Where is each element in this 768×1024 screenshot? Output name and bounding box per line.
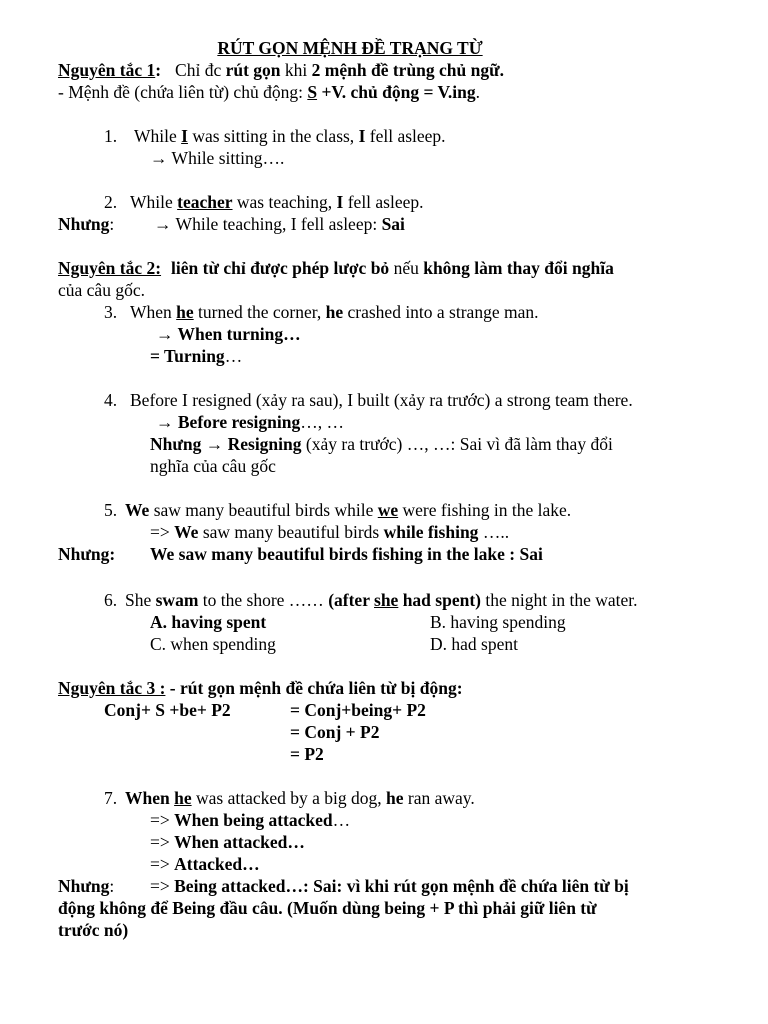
rule-1-active-text: - Mệnh đề (chứa liên từ) chủ động:	[58, 82, 308, 102]
example-3-reduced-1: → When turning…	[156, 324, 301, 344]
example-5-reduced	[150, 522, 509, 544]
option-b: B. having spending	[430, 612, 566, 632]
example-7-reduced-3	[150, 854, 260, 876]
example-text: When	[130, 302, 177, 322]
example-text: While	[134, 126, 182, 146]
example-subject: he	[174, 788, 192, 808]
example-text-bold: When	[125, 788, 175, 808]
example-text: to the shore ……	[198, 590, 329, 610]
rule-1-text: Chỉ đc	[175, 60, 226, 80]
example-text-bold: had spent)	[398, 590, 481, 610]
example-5-wrong: We saw many beautiful birds fishing in the lake : Sai	[150, 544, 543, 564]
example-3	[104, 302, 538, 324]
example-text: crashed into a strange man.	[343, 302, 539, 322]
example-text: =>	[150, 522, 175, 542]
but-label: Nhưng:	[58, 544, 116, 564]
example-text: …	[224, 346, 243, 366]
rule-3-formula-3: = Conj + P2	[290, 722, 380, 742]
example-subject: I	[181, 126, 188, 146]
example-text: fell asleep.	[365, 126, 446, 146]
example-text: was teaching,	[232, 192, 337, 212]
example-subject: We	[174, 522, 199, 542]
example-number: 5.	[104, 500, 118, 520]
example-text: the night in the water.	[481, 590, 638, 610]
example-text-bold: When being attacked	[174, 810, 333, 830]
example-7-wrong-label	[58, 876, 114, 898]
example-text-bold: Nhưng → Resigning	[150, 434, 302, 454]
example-text: fell asleep.	[343, 192, 424, 212]
rule-1-colon: :	[155, 60, 162, 80]
example-text: She	[125, 590, 156, 610]
rule-2-text: nếu	[389, 258, 424, 278]
example-number: 1.	[104, 126, 118, 146]
example-text-bold: → Before resigning	[156, 412, 301, 432]
rule-1-label: Nguyên tắc 1	[58, 60, 156, 80]
rule-3-formula-1: Conj+ S +be+ P2	[104, 700, 231, 720]
example-subject: we	[377, 500, 399, 520]
example-text-bold: while fishing	[383, 522, 479, 542]
rule-3-formula-2: = Conj+being+ P2	[290, 700, 426, 720]
example-text: …, …	[300, 412, 344, 432]
rule-1-text-bold: rút gọn	[225, 60, 281, 80]
example-number: 4.	[104, 390, 118, 410]
example-text: …..	[478, 522, 510, 542]
example-text: =>	[150, 854, 175, 874]
example-number: 3.	[104, 302, 118, 322]
example-6	[104, 590, 638, 612]
page-title: RÚT GỌN MỆNH ĐỀ TRẠNG TỪ	[217, 38, 483, 58]
example-number: 7.	[104, 788, 118, 808]
rule-1-text-bold: 2 mệnh đề trùng chủ ngữ.	[311, 60, 505, 80]
rule-1-period: .	[475, 82, 480, 102]
rule-3-label: Nguyên tắc 3 :	[58, 678, 166, 698]
example-1-reduced: → While sitting….	[150, 148, 285, 168]
example-subject: he	[176, 302, 194, 322]
example-subject: he	[325, 302, 344, 322]
rule-1-line	[58, 60, 504, 82]
example-text: =>	[150, 832, 175, 852]
example-text: =>	[150, 810, 175, 830]
example-7-wrong	[150, 876, 629, 898]
example-subject: I	[336, 192, 344, 212]
option-a: A. having spent	[150, 612, 267, 632]
rule-1-formula: +V. chủ động = V.ing	[317, 82, 476, 102]
but-label: Nhưng	[58, 214, 110, 234]
example-subject: I	[358, 126, 366, 146]
option-c: C. when spending	[150, 634, 276, 654]
wrong-label: Sai	[381, 214, 405, 234]
option-d: D. had spent	[430, 634, 518, 654]
example-subject: We	[125, 500, 150, 520]
example-text-bold: (after	[328, 590, 375, 610]
example-text-bold: Being attacked…: Sai: vì khi rút gọn mệnh đề chứa liên từ bị	[174, 876, 629, 896]
rule-2-text-bold: không làm thay đổi nghĩa	[423, 258, 614, 278]
example-3-reduced-2	[150, 346, 242, 368]
example-text: → While teaching, I fell asleep:	[154, 214, 382, 234]
rule-2-line	[58, 258, 614, 280]
rule-2-line-2: của câu gốc.	[58, 280, 145, 300]
example-subject: he	[386, 788, 404, 808]
rule-2-text-bold: liên từ chỉ được phép lược bỏ	[171, 258, 390, 278]
example-text: saw many beautiful birds	[198, 522, 384, 542]
example-subject: teacher	[177, 192, 233, 212]
example-text: ran away.	[403, 788, 475, 808]
example-number: 2.	[104, 192, 118, 212]
example-7-wrong-3: trước nó)	[58, 920, 129, 940]
example-text: was attacked by a big dog,	[191, 788, 386, 808]
example-text: (xảy ra trước) …, …: Sai vì đã làm thay đổi	[301, 434, 613, 454]
example-text-bold: swam	[155, 590, 199, 610]
but-colon: :	[109, 876, 115, 896]
example-2-reduced	[154, 214, 405, 236]
example-text: =>	[150, 876, 175, 896]
example-text: …	[332, 810, 351, 830]
rule-1-active-line	[58, 82, 480, 104]
example-number: 6.	[104, 590, 118, 610]
rule-1-subject: S	[307, 82, 318, 102]
example-4-reduced-1	[156, 412, 344, 434]
example-7-wrong-2: động không để Being đầu câu. (Muốn dùng being + P thì phải giữ liên từ	[58, 898, 597, 918]
example-subject: she	[374, 590, 399, 610]
example-text: turned the corner,	[193, 302, 326, 322]
example-7-reduced-2	[150, 832, 305, 854]
example-text: saw many beautiful birds while	[149, 500, 378, 520]
example-text-bold: Attacked…	[174, 854, 260, 874]
example-text: was sitting in the class,	[187, 126, 359, 146]
example-7	[104, 788, 475, 810]
example-2-wrong	[58, 214, 114, 236]
example-5	[104, 500, 571, 522]
but-colon: :	[109, 214, 115, 234]
but-label: Nhưng	[58, 876, 110, 896]
example-text: While	[130, 192, 178, 212]
example-text: were fishing in the lake.	[398, 500, 572, 520]
example-text-bold: When attacked…	[174, 832, 305, 852]
rule-3-line	[58, 678, 463, 700]
example-text: Before I resigned (xảy ra sau), I built (xảy ra trước) a strong team there.	[130, 390, 633, 410]
example-4-wrong	[150, 434, 613, 456]
example-7-reduced-1	[150, 810, 350, 832]
rule-1-text: khi	[280, 60, 312, 80]
example-4-wrong-2: nghĩa của câu gốc	[150, 456, 276, 476]
example-text-bold: = Turning	[150, 346, 225, 366]
rule-3-text: - rút gọn mệnh đề chứa liên từ bị động:	[165, 678, 463, 698]
rule-2-label: Nguyên tắc 2:	[58, 258, 162, 278]
rule-3-formula-4: = P2	[290, 744, 324, 764]
example-1	[104, 126, 446, 148]
example-4	[104, 390, 633, 412]
example-2	[104, 192, 424, 214]
